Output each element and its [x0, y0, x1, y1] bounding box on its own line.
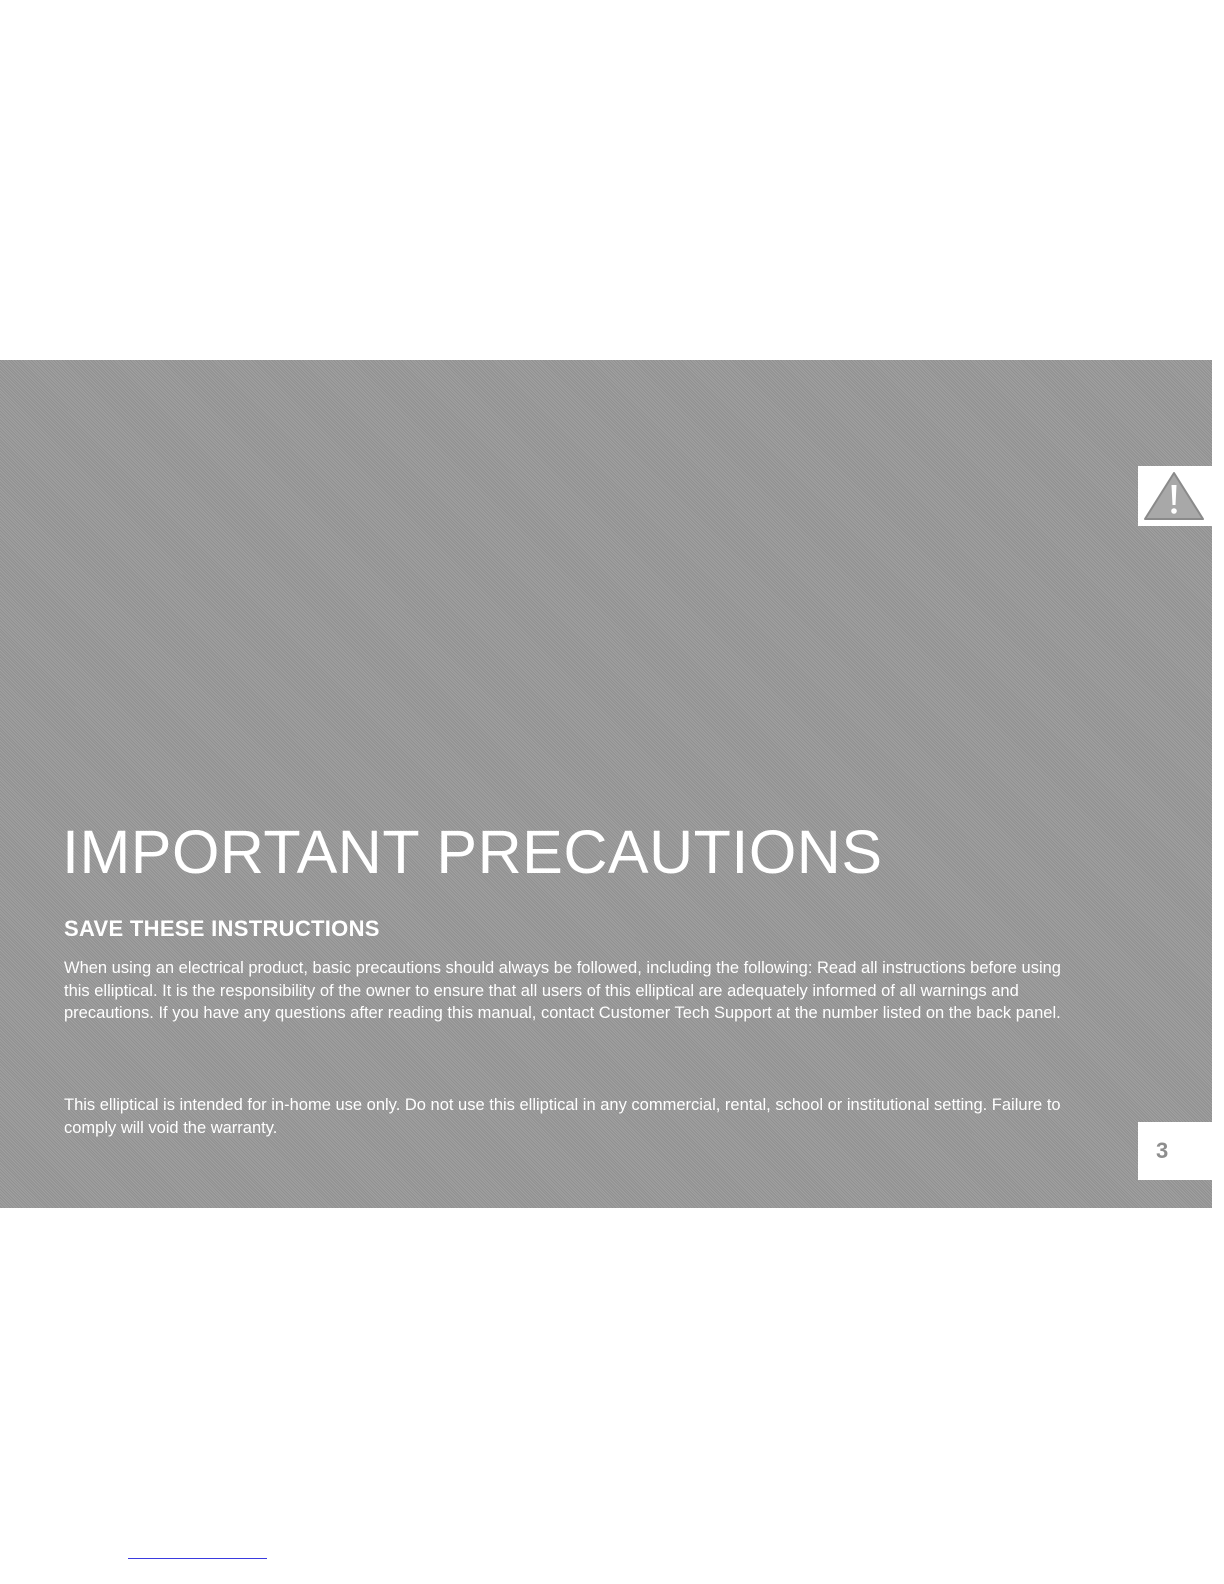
- footer-divider: [128, 1558, 267, 1559]
- usage-paragraph: This elliptical is intended for in-home use only. Do not use this elliptical in any commercial, rental, school or institutional setting. Failure to comply will void the warranty.: [64, 1096, 1061, 1137]
- warning-tab: [1138, 466, 1212, 526]
- warning-triangle-icon: [1142, 470, 1206, 522]
- intro-paragraph: When using an electrical product, basic precautions should always be followed, including the following: Read all instructions before using this elliptical. It is the responsibility of the owner to ensure that all users of this elliptical are adequately informed of all warnings and precautions. If you have any questions after reading this manual, contact Customer Tech Support at the number listed on the back panel.: [64, 959, 1061, 1022]
- page-number-tab: [1138, 1122, 1212, 1180]
- page-number: 3: [1156, 1138, 1169, 1163]
- section-subtitle: SAVE THESE INSTRUCTIONS: [64, 916, 380, 941]
- content-band: [0, 360, 1212, 1208]
- page-title: IMPORTANT PRECAUTIONS: [62, 818, 883, 886]
